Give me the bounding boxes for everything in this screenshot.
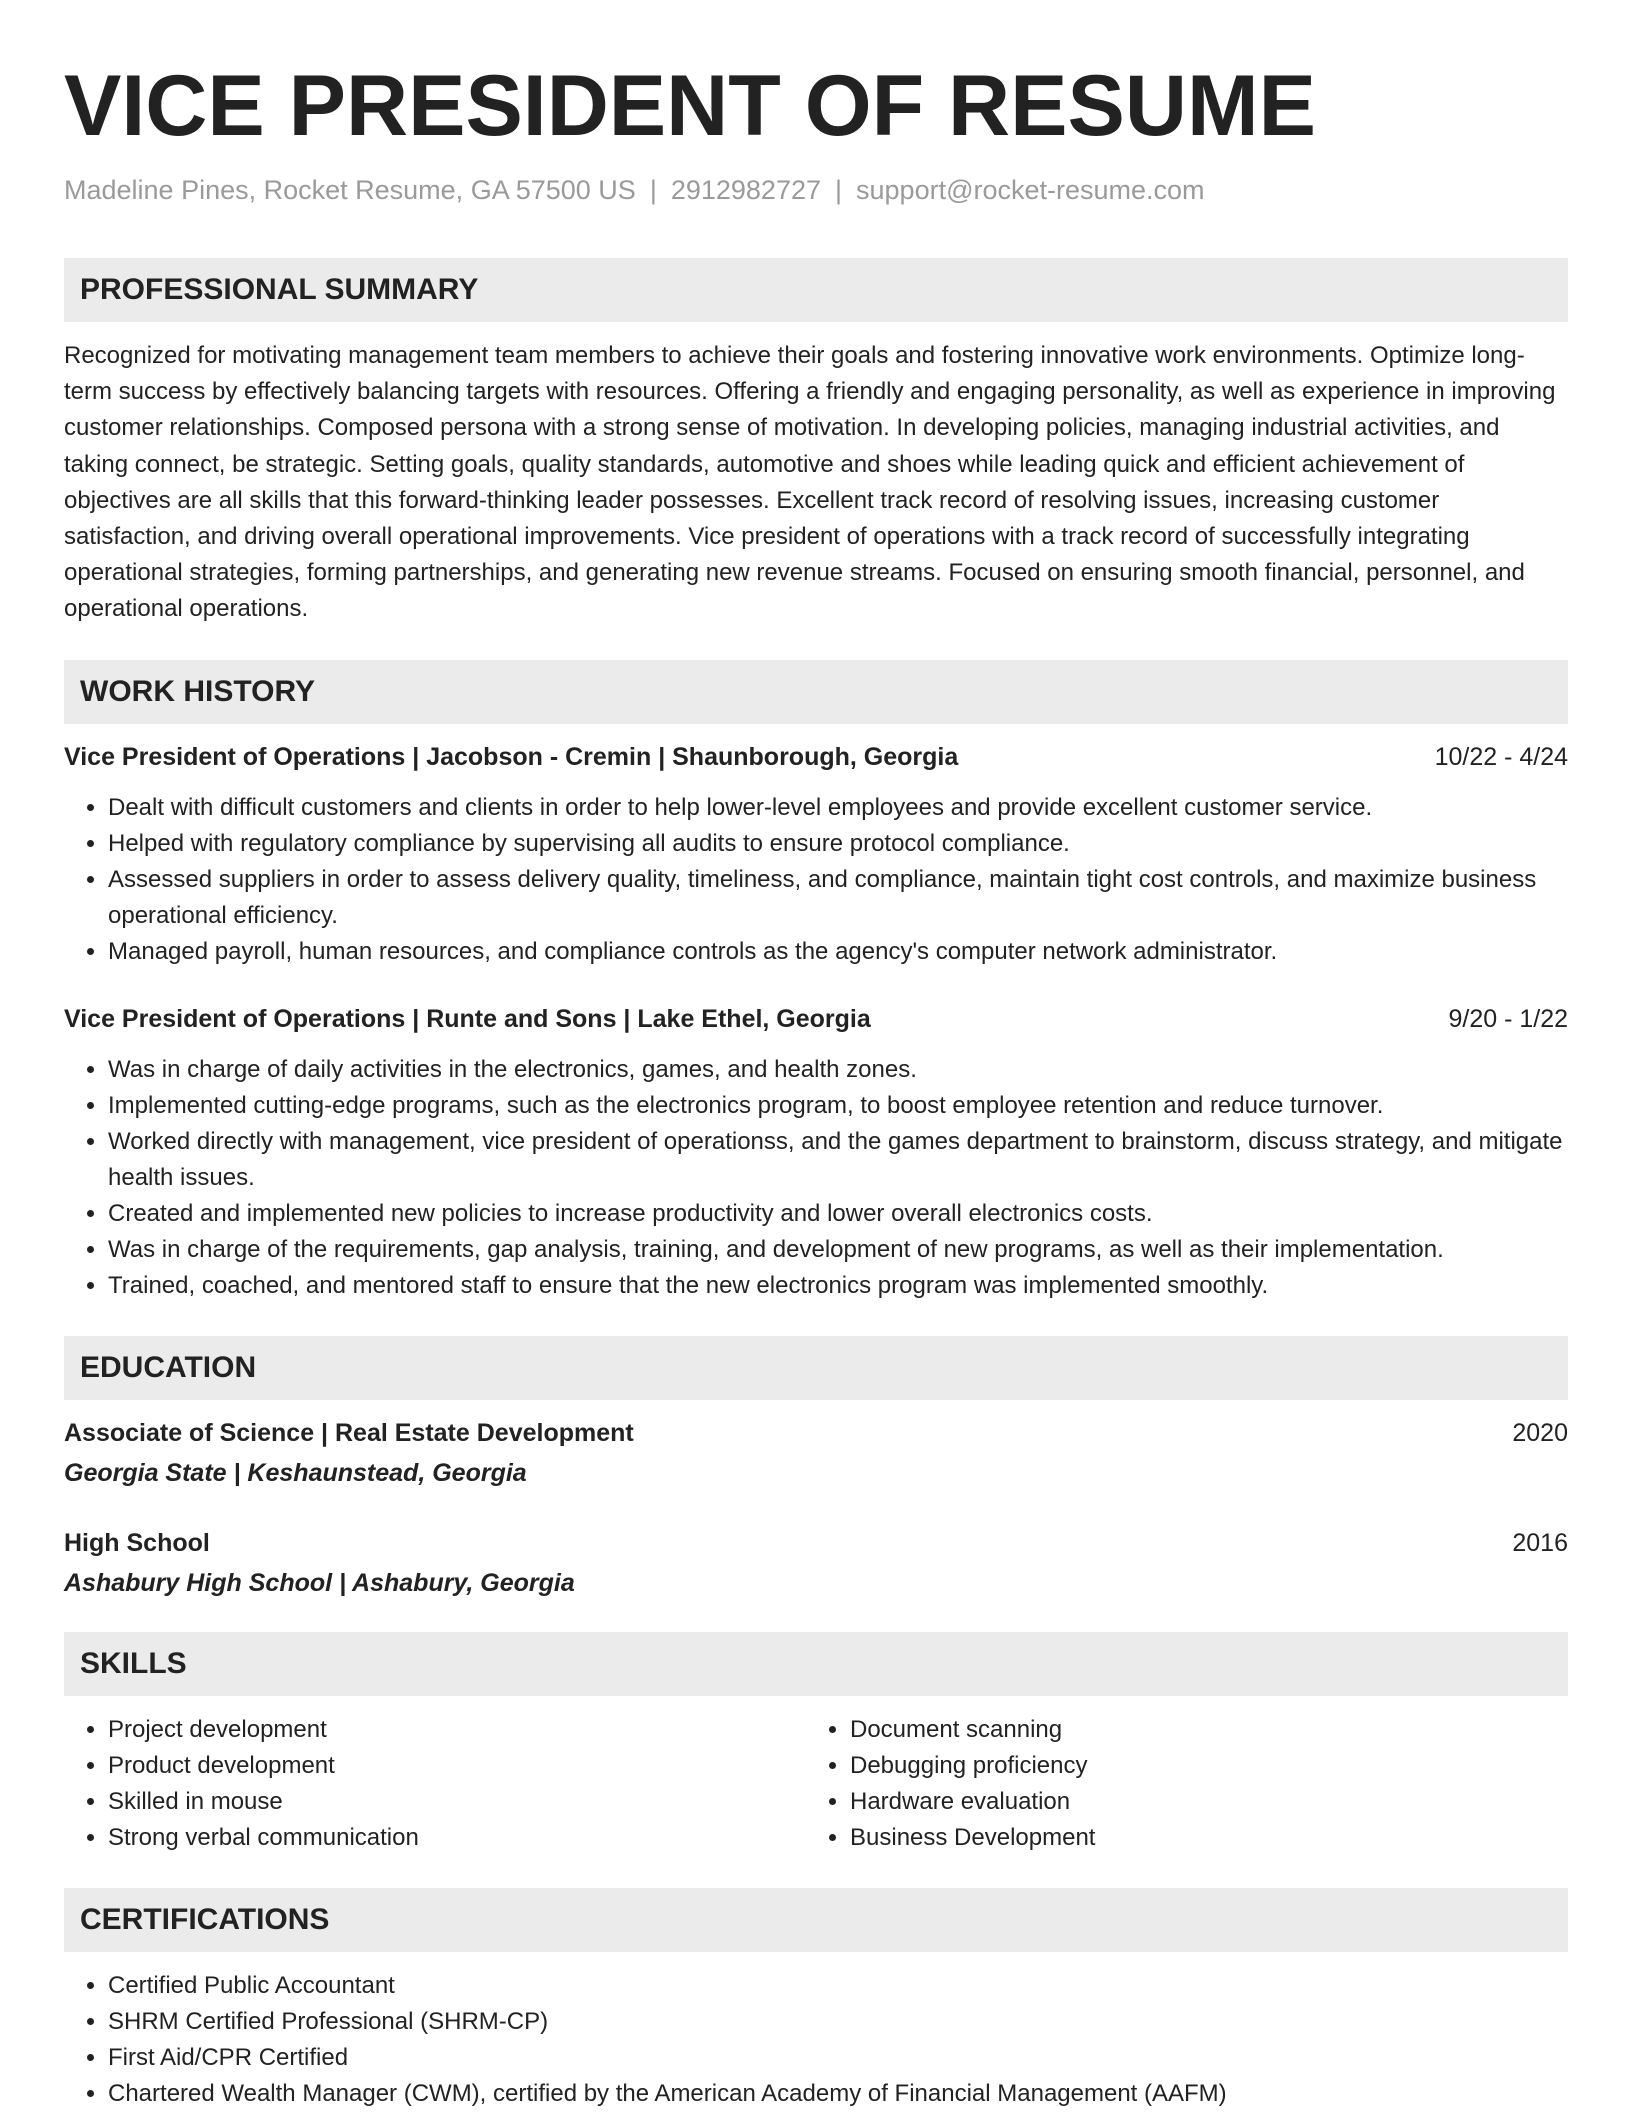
skills-bullets: [806, 1712, 1548, 1856]
section-heading-summary: PROFESSIONAL SUMMARY: [64, 258, 1568, 322]
education-degree: Associate of Science | Real Estate Development: [64, 1418, 634, 1447]
section-heading-certifications: CERTIFICATIONS: [64, 1888, 1568, 1952]
job-bullets: [64, 1052, 1568, 1304]
job-dates: 9/20 - 1/22: [1448, 1004, 1568, 1033]
section-heading-work: WORK HISTORY: [64, 660, 1568, 724]
list-item: • Was in charge of the requirements, gap analysis, training, and development of new programs, as well as their implementation.: [108, 1232, 1568, 1268]
contact-separator: |: [649, 175, 657, 205]
contact-separator: |: [835, 175, 843, 205]
list-item: • SHRM Certified Professional (SHRM-CP): [108, 2004, 1568, 2040]
contact-address: Madeline Pines, Rocket Resume, GA 57500 US: [64, 175, 636, 205]
list-item: • Debugging proficiency: [850, 1748, 1548, 1784]
education-school: Georgia State | Keshaunstead, Georgia: [64, 1458, 527, 1487]
job-entry: [64, 740, 1568, 970]
list-item: • Was in charge of daily activities in the electronics, games, and health zones.: [108, 1052, 1568, 1088]
education-header: [64, 1526, 1568, 1560]
education-entry: [64, 1526, 1568, 1600]
resume-page: [64, 0, 1568, 2112]
section-heading-education: EDUCATION: [64, 1336, 1568, 1400]
contact-phone: 2912982727: [670, 175, 821, 205]
skills-column-right: [806, 1712, 1548, 1856]
list-item: • Assessed suppliers in order to assess delivery quality, timeliness, and compliance, maintain tight cost controls, and maximize business operational efficiency.: [108, 862, 1568, 934]
job-dates: 10/22 - 4/24: [1434, 742, 1568, 771]
skills-bullets: [64, 1712, 806, 1856]
education-school: Ashabury High School | Ashabury, Georgia: [64, 1568, 575, 1597]
list-item: • Skilled in mouse: [108, 1784, 806, 1820]
resume-name: VICE PRESIDENT OF RESUME: [64, 58, 1316, 154]
education-degree: High School: [64, 1528, 210, 1557]
summary-text: Recognized for motivating management team members to achieve their goals and fostering innovative work environments. Optimize long-term success by effectively balancing targets with resources. Offering a friendly and engaging personality, as well as experience in improving customer relationships. Composed persona with a strong sense of motivation. In developing policies, managing industrial activities, and taking connect, be strategic. Setting goals, quality standards, automotive and shoes while leading quick and efficient achievement of objectives are all skills that this forward-thinking leader possesses. Excellent track record of resolving issues, increasing customer satisfaction, and driving overall operational improvements. Vice president of operations with a track record of successfully integrating operational strategies, forming partnerships, and generating new revenue streams. Focused on ensuring smooth financial, personnel, and operational operations.: [64, 342, 1556, 623]
list-item: • Implemented cutting-edge programs, such as the electronics program, to boost employee retention and reduce turnover.: [108, 1088, 1568, 1124]
list-item: • Chartered Wealth Manager (CWM), certified by the American Academy of Financial Management (AAFM): [108, 2076, 1568, 2112]
list-item: • Created and implemented new policies to increase productivity and lower overall electronics costs.: [108, 1196, 1568, 1232]
contact-line: [64, 174, 1568, 206]
list-item: • Strong verbal communication: [108, 1820, 806, 1856]
list-item: • Managed payroll, human resources, and compliance controls as the agency's computer network administrator.: [108, 934, 1568, 970]
list-item: • Worked directly with management, vice president of operationss, and the games department to brainstorm, discuss strategy, and mitigate health issues.: [108, 1124, 1568, 1196]
job-entry: [64, 1002, 1568, 1304]
list-item: • Product development: [108, 1748, 806, 1784]
list-item: • Helped with regulatory compliance by supervising all audits to ensure protocol compliance.: [108, 826, 1568, 862]
education-entry: [64, 1416, 1568, 1490]
list-item: • Document scanning: [850, 1712, 1548, 1748]
education-header: [64, 1416, 1568, 1450]
job-title: Vice President of Operations | Runte and Sons | Lake Ethel, Georgia: [64, 1004, 871, 1033]
job-header: [64, 740, 1568, 774]
list-item: • Business Development: [850, 1820, 1548, 1856]
contact-email: support@rocket-resume.com: [856, 175, 1205, 205]
list-item: • Project development: [108, 1712, 806, 1748]
list-item: • Hardware evaluation: [850, 1784, 1548, 1820]
list-item: • Trained, coached, and mentored staff to ensure that the new electronics program was implemented smoothly.: [108, 1268, 1568, 1304]
list-item: • First Aid/CPR Certified: [108, 2040, 1568, 2076]
job-bullets: [64, 790, 1568, 970]
certifications-list: [64, 1968, 1568, 2112]
section-heading-skills: SKILLS: [64, 1632, 1568, 1696]
education-year: 2020: [1512, 1418, 1568, 1447]
list-item: • Certified Public Accountant: [108, 1968, 1568, 2004]
job-title: Vice President of Operations | Jacobson - Cremin | Shaunborough, Georgia: [64, 742, 959, 771]
list-item: • Dealt with difficult customers and clients in order to help lower-level employees and provide excellent customer service.: [108, 790, 1568, 826]
job-header: [64, 1002, 1568, 1036]
skills-list: [64, 1712, 1568, 1856]
education-year: 2016: [1512, 1528, 1568, 1557]
skills-column-left: [64, 1712, 806, 1856]
